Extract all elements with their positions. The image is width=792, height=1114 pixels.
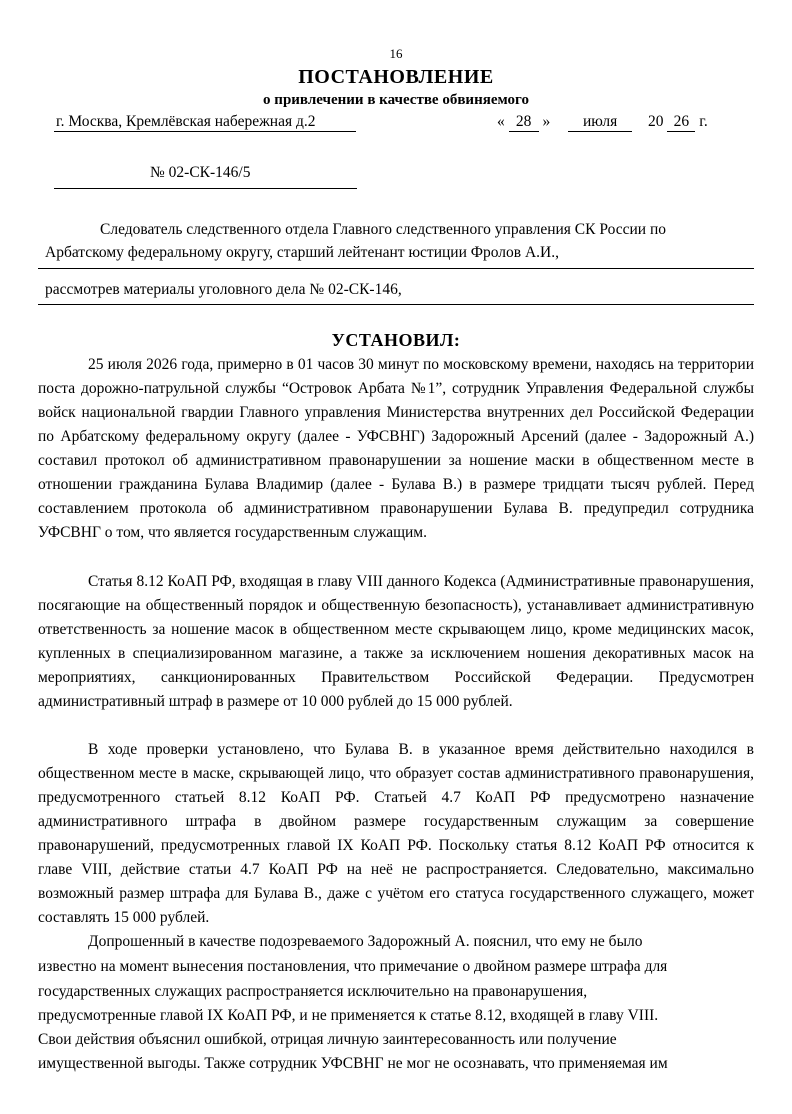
page-number: 16	[389, 46, 403, 61]
paragraph-4-line: известно на момент вынесения постановления, что примечание о двойном размере штрафа для	[38, 958, 668, 975]
paragraph-4-line: Свои действия объяснил ошибкой, отрицая личную заинтересованность или получение	[38, 1031, 617, 1048]
quote-open: «	[497, 113, 505, 130]
quote-close: »	[542, 113, 551, 130]
case-number: № 02-СК-146/5	[150, 164, 251, 181]
date-day: 28	[509, 113, 539, 132]
investigator-line-2: Арбатскому федеральному округу, старший лейтенант юстиции Фролов А.И.,	[45, 244, 559, 261]
date-year-suffix: 26	[667, 113, 695, 132]
investigator-line-1: Следователь следственного отдела Главного следственного управления СК России по	[100, 221, 666, 238]
reviewed-materials: рассмотрев материалы уголовного дела № 02-СК-146,	[45, 281, 402, 298]
paragraph-3: В ходе проверки установлено, что Булава В. в указанное время действительно находился в общественном месте в маске, скрывающей лицо, что образует состав административного правонарушения, предусмотренного статьей 8.12 КоАП РФ. Статьей 4.7 КоАП РФ предусмотрено назначение административного штрафа в двойном размере государственным служащим за совершение правонарушений, предусмотренных главой IX КоАП РФ. Поскольку статья 8.12 КоАП РФ относится к главе VIII, действие статьи 4.7 КоАП РФ на неё не распространяется. Следовательно, максимально возможный размер штрафа для Булава В., даже с учётом его статуса государственного служащего, может составлять 15 000 рублей.	[38, 741, 754, 926]
section-heading-ustanovil: УСТАНОВИЛ:	[331, 330, 461, 350]
place-value: г. Москва, Кремлёвская набережная д.2	[54, 113, 356, 132]
paragraph-4-line: предусмотренные главой IX КоАП РФ, и не применяется к статье 8.12, входящей в главу VIII.	[38, 1007, 659, 1024]
investigator-underline	[38, 268, 754, 269]
date-year-unit: г.	[699, 113, 708, 130]
case-number-underline	[54, 188, 357, 189]
paragraph-4-line: имущественной выгоды. Также сотрудник УФСВНГ не мог не осознавать, что применяемая им	[38, 1055, 668, 1072]
reviewed-underline	[38, 304, 754, 305]
document-title: ПОСТАНОВЛЕНИЕ	[298, 66, 494, 88]
paragraph-4-line: государственных служащих распространяется исключительно на правонарушения,	[38, 983, 588, 1000]
date-field	[497, 113, 708, 132]
paragraph-1: 25 июля 2026 года, примерно в 01 часов 30 минут по московскому времени, находясь на территории поста дорожно-патрульной службы “Островок Арбата №1”, сотрудник Управления Федеральной службы войск национальной гвардии Главного управления Министерства внутренних дел Российской Федерации по Арбатскому федеральному округу (далее - УФСВНГ) Задорожный Арсений (далее - Задорожный А.) составил протокол об административном правонарушении за ношение маски в общественном месте в отношении гражданина Булава Владимир (далее - Булава В.) в размере тридцати тысяч рублей. Перед составлением протокола об административном правонарушении Булава В. предупредил сотрудника УФСВНГ о том, что является государственным служащим.	[38, 356, 754, 541]
paragraph-2: Статья 8.12 КоАП РФ, входящая в главу VIII данного Кодекса (Административные правонарушения, посягающие на общественный порядок и общественную безопасность), устанавливает административную ответственность за ношение масок в общественном месте скрывающем лицо, кроме медицинских масок, купленных в специализированном магазине, а также за исключением ношения декоративных масок на мероприятиях, санкционированных Правительством Российской Федерации. Предусмотрен административный штраф в размере от 10 000 рублей до 15 000 рублей.	[38, 573, 754, 710]
place-field	[54, 113, 356, 132]
date-month: июля	[568, 113, 632, 132]
document-subtitle: о привлечении в качестве обвиняемого	[263, 92, 529, 108]
date-year-prefix: 20	[648, 113, 664, 130]
paragraph-4-line: Допрошенный в качестве подозреваемого Задорожный А. пояснил, что ему не было	[88, 933, 643, 950]
